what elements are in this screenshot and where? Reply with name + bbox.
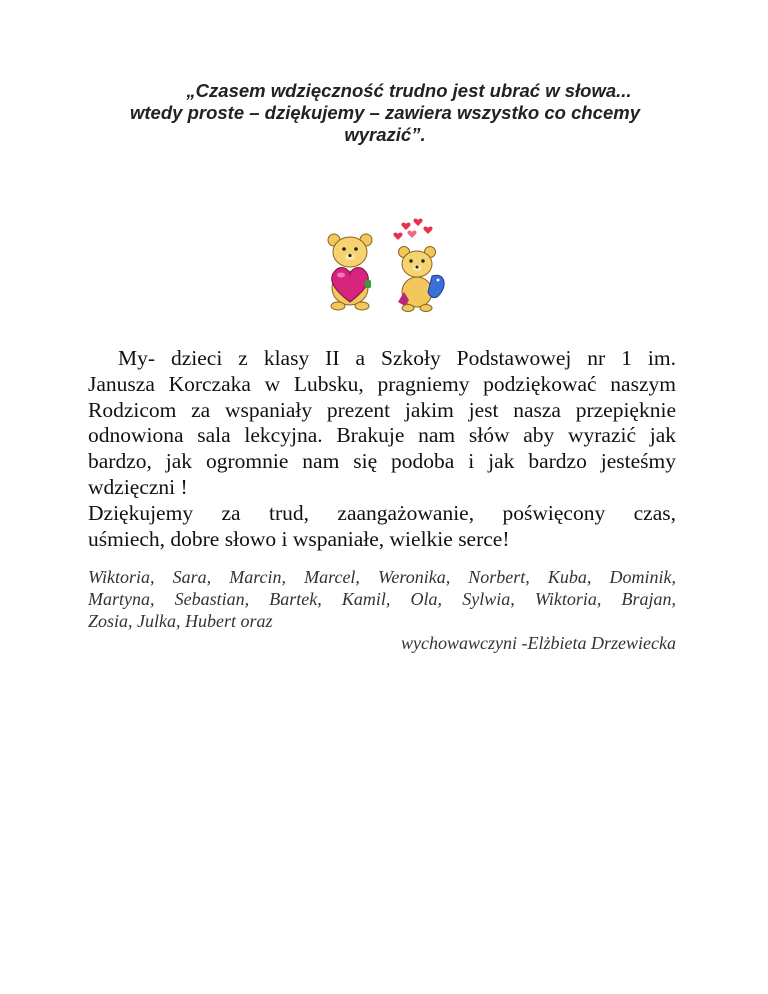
quote-line: „Czasem wdzięczność trudno jest ubrać w słowa... — [186, 80, 632, 101]
letter-line: Dziękujemy za trud, zaangażowanie, poświęcony czas, — [88, 500, 676, 525]
letter-line: My- dzieci z klasy II a Szkoły Podstawowej nr 1 im. — [118, 346, 676, 370]
names-line: Wiktoria, Sara, Marcin, Marcel, Weronika, Norbert, Kuba, Dominik, — [88, 567, 676, 587]
letter-line: bardzo, jak ogromnie nam się podoba i jak bardzo jesteśmy — [88, 449, 676, 474]
signatures-block — [88, 566, 676, 654]
teddy-bears-illustration — [320, 218, 450, 313]
letter-body — [88, 346, 676, 552]
teddy-bear-holding-heart-icon — [328, 234, 372, 310]
letter-line: uśmiech, dobre słowo i wspaniałe, wielkie serce! — [88, 526, 510, 551]
teddy-bear-with-hearts-and-flower-icon — [393, 219, 444, 312]
letter-line: odnowiona sala lekcyjna. Brakuje nam słów aby wyrazić jak — [88, 423, 676, 448]
letter-line: Janusza Korczaka w Lubsku, pragniemy podziękować naszym — [88, 371, 676, 396]
names-line: Martyna, Sebastian, Bartek, Kamil, Ola, Sylwia, Wiktoria, Brajan, — [88, 589, 676, 609]
names-line: Zosia, Julka, Hubert oraz — [88, 611, 273, 631]
teacher-signature: wychowawczyni -Elżbieta Drzewiecka — [401, 633, 676, 653]
letter-line: Rodzicom za wspaniały prezent jakim jest nasza przepięknie — [88, 397, 676, 422]
quote-block — [60, 80, 710, 146]
letter-line: wdzięczni ! — [88, 474, 188, 499]
quote-line: wtedy proste – dziękujemy – zawiera wszystko co chcemy — [130, 102, 640, 123]
quote-line: wyrazić”. — [344, 124, 426, 145]
